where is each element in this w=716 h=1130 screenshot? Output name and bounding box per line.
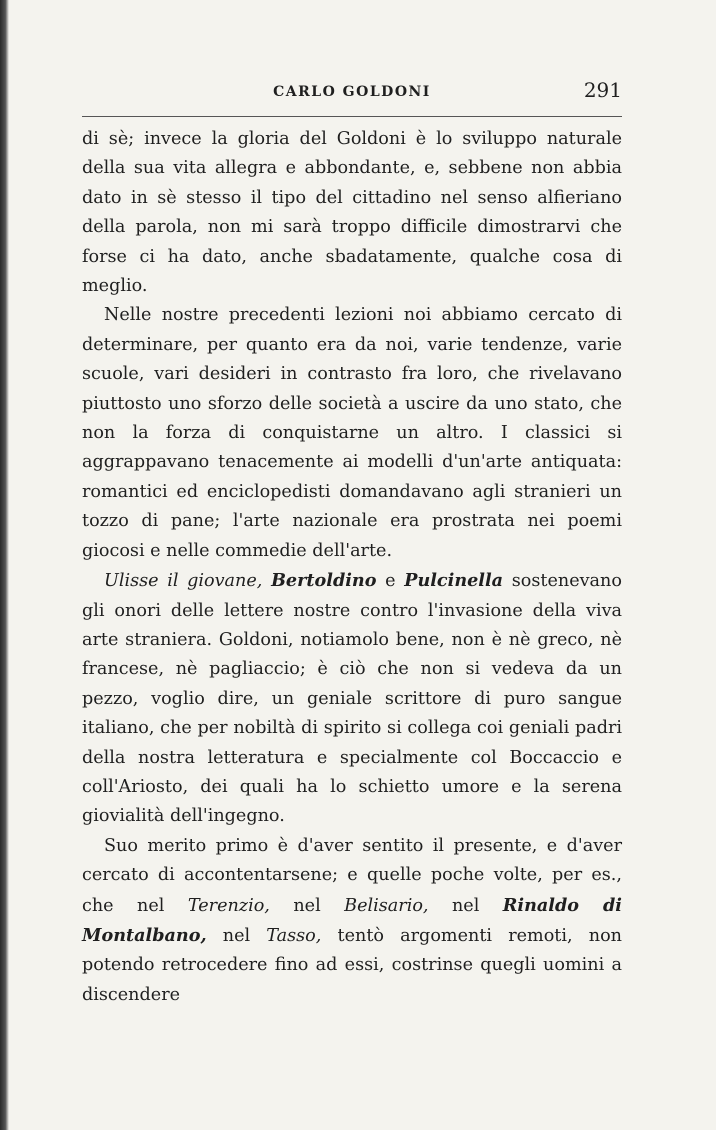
text-run: di sè; invece la gloria del Goldoni è lo sviluppo naturale della sua vita allegra e abbondante, e, sebbene non abbia dato in sè stesso il tipo del cittadino nel senso alfieriano della parola, non mi sarà troppo difficile dimostrarvi che forse ci ha dato, anche sbadatamente, qualche cosa di meglio. bbox=[82, 129, 622, 297]
text-run: Suo merito primo è d'aver sentito il presente, e d'aver cercato di accontentarsene; e quelle poche volte, per es., che nel bbox=[82, 835, 622, 916]
text-run: Terenzio, bbox=[187, 895, 270, 916]
text-run: tentò argomenti remoti, non potendo retrocedere fino ad essi, costrinse quegli uomini a discendere bbox=[82, 925, 622, 1005]
text-run: sostenevano gli onori delle lettere nostre contro l'invasione della viva arte straniera. Goldoni, notiamolo bene, non è nè greco, nè francese, nè pagliaccio; è ciò che non si vedeva da un pezzo, voglio dire, un geniale scrittore di puro sangue italiano, che per nobiltà di spirito si collega coi geniali padri della nostra letteratura e specialmente col Boccaccio e coll'Ariosto, dei quali ha lo schietto umore e la serena giovialità dell'ingegno. bbox=[82, 571, 622, 827]
running-title: CARLO GOLDONI bbox=[273, 84, 431, 100]
text-run: nel bbox=[206, 925, 267, 946]
text-run: Rinaldo di Montalbano, bbox=[82, 894, 622, 946]
text-run: Nelle nostre precedenti lezioni noi abbiamo cercato di determinare, per quanto era da noi, varie tendenze, varie scuole, vari desideri in contrasto fra loro, che rivelavano piuttosto uno sforzo delle società a uscire da uno stato, che non la forza di conquistarne un altro. I classici si aggrappavano tenacemente ai modelli d'un'arte antiquata: romantici ed enciclopedisti domandavano agli stranieri un tozzo di pane; l'arte nazionale era prostrata nei poemi giocosi e nelle commedie dell'arte. bbox=[82, 305, 622, 561]
text-run: nel bbox=[269, 895, 345, 916]
text-run: Belisario, bbox=[344, 895, 429, 916]
book-page bbox=[82, 76, 622, 1010]
page-number: 291 bbox=[583, 78, 622, 102]
paragraph bbox=[82, 832, 622, 1010]
text-run: Ulisse il giovane, bbox=[104, 571, 263, 592]
text-run: e bbox=[376, 571, 405, 592]
book-spine-shadow bbox=[0, 0, 9, 1130]
paragraph bbox=[82, 125, 622, 301]
text-run bbox=[262, 571, 271, 591]
text-run: Tasso, bbox=[266, 925, 322, 946]
text-run: nel bbox=[428, 895, 503, 916]
text-run: Bertoldino bbox=[271, 570, 377, 592]
paragraph bbox=[82, 301, 622, 566]
text-run: Pulcinella bbox=[404, 570, 504, 592]
header-rule bbox=[82, 116, 622, 117]
body-text bbox=[82, 125, 622, 1010]
paragraph bbox=[82, 566, 622, 832]
page-header bbox=[82, 76, 622, 102]
